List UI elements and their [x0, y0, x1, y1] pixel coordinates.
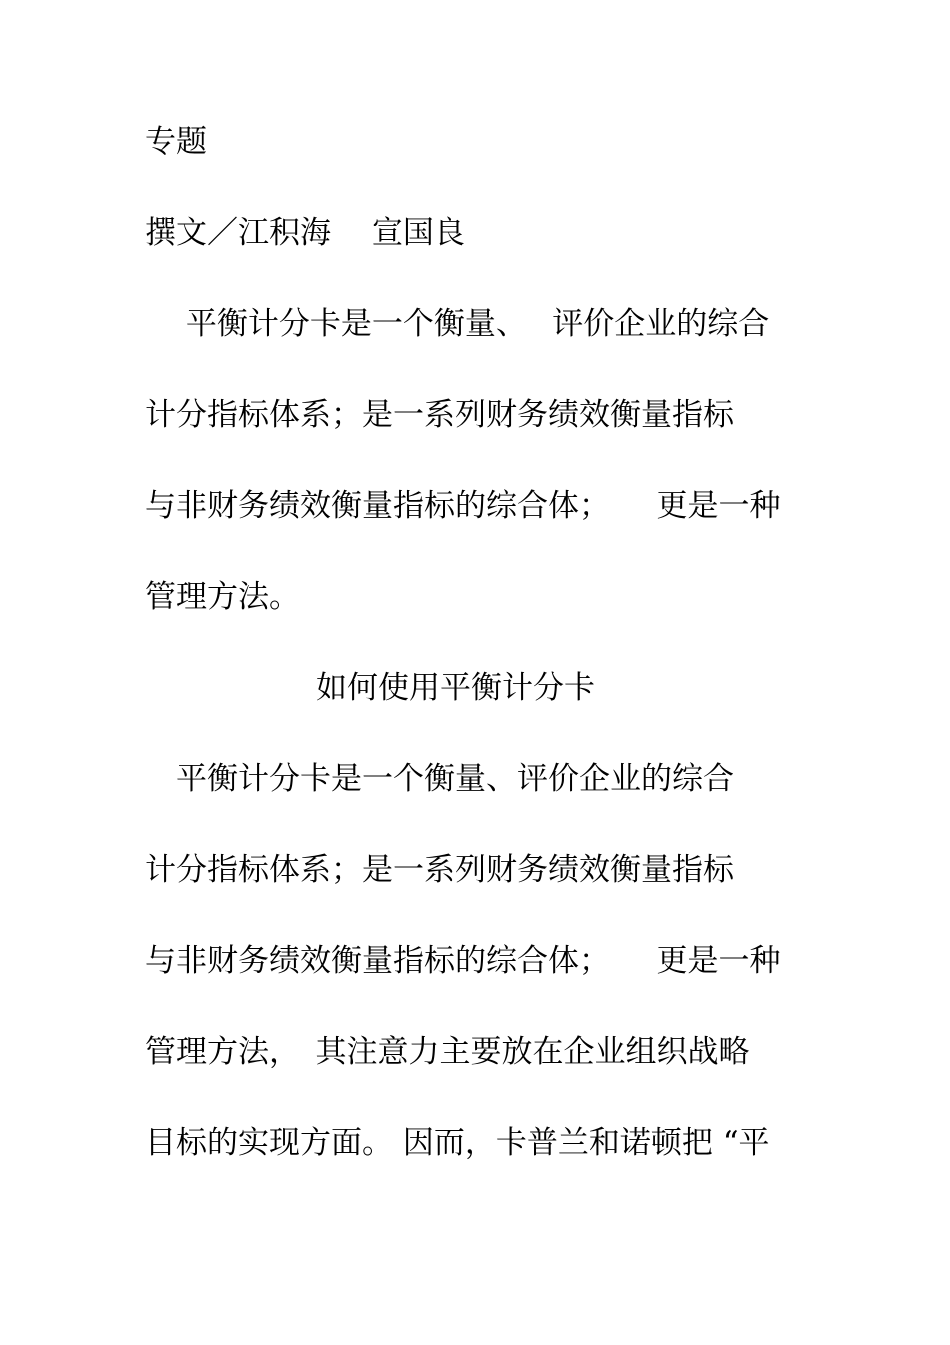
- body-line: 目标的实现方面。 因而，卡普兰和诺顿把 “平: [145, 1125, 770, 1161]
- body-line: 计分指标体系；是一系列财务绩效衡量指标: [145, 852, 734, 888]
- byline: 撰文／江积海 宣国良: [145, 215, 465, 251]
- intro-line: 管理方法。: [145, 579, 300, 615]
- body-line: 管理方法， 其注意力主要放在企业组织战略: [145, 1034, 750, 1070]
- section-label: 专题: [145, 124, 207, 160]
- intro-line: 计分指标体系；是一系列财务绩效衡量指标: [145, 397, 734, 433]
- body-line: 与非财务绩效衡量指标的综合体； 更是一种: [145, 943, 781, 979]
- body-line: 平衡计分卡是一个衡量、评价企业的综合: [145, 761, 734, 797]
- intro-line: 平衡计分卡是一个衡量、 评价企业的综合: [145, 306, 770, 342]
- section-heading: 如何使用平衡计分卡: [316, 670, 595, 706]
- intro-line: 与非财务绩效衡量指标的综合体； 更是一种: [145, 488, 781, 524]
